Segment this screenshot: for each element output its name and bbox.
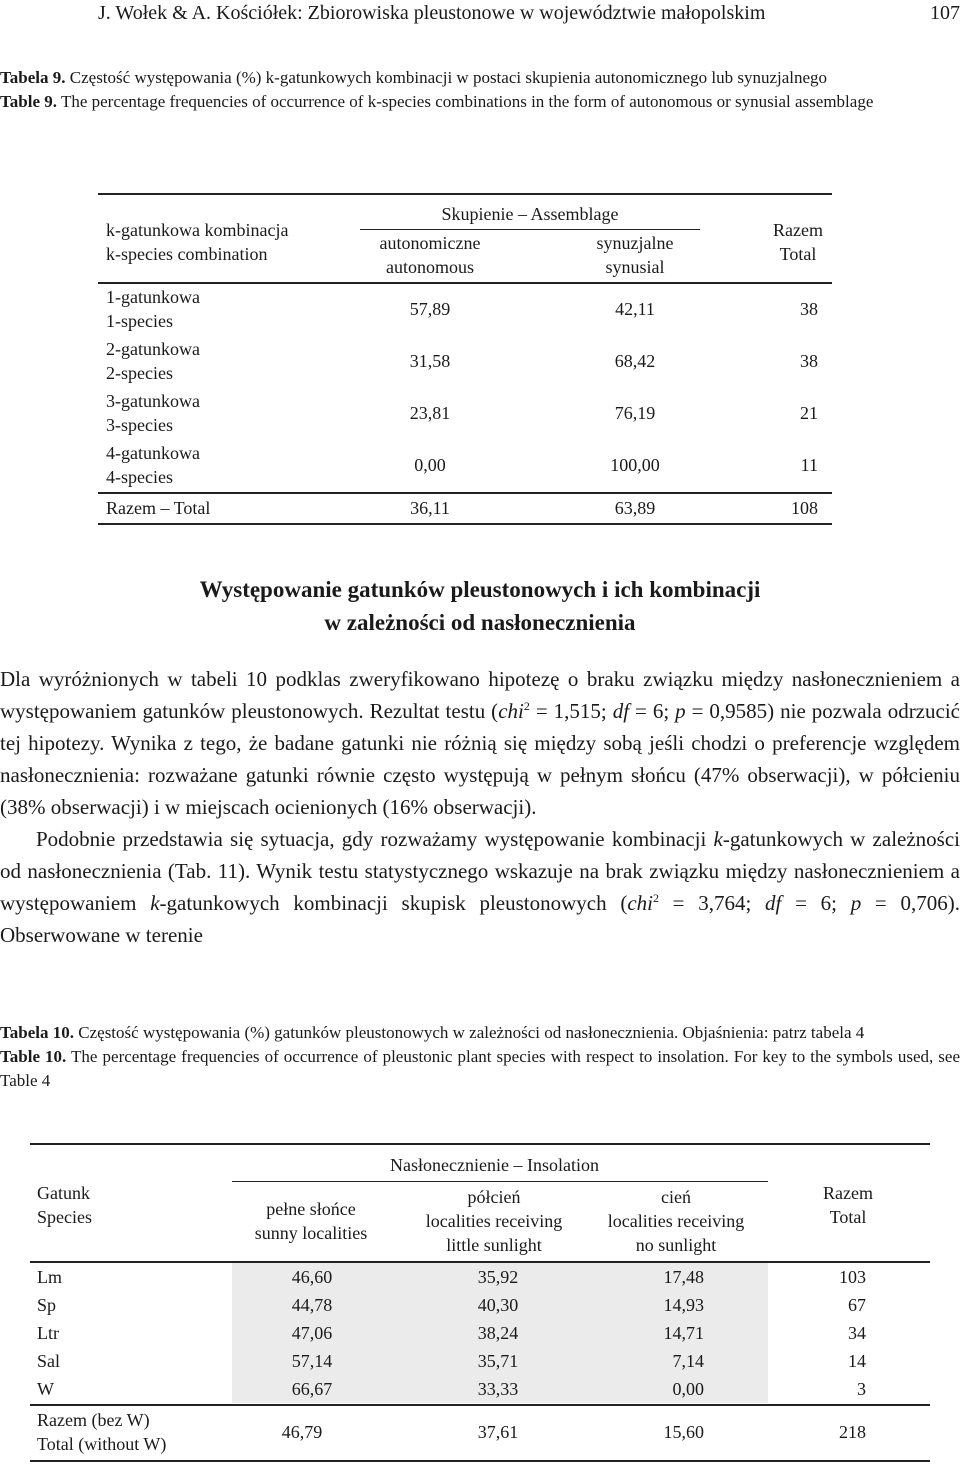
paragraph: Podobnie przedstawia się sytuacja, gdy rozważamy występowanie kombinacji k-gatunkowych w zależności od nasłonecznienia (Tab. 11). Wynik testu statystycznego wskazuje na brak związku między nasłonecznieniem a występowaniem k-gatunkowych kombinacji skupisk pleustonowych (chi$^2$ = 3,764; df = 6; p = 0,706). Obserwowane w terenie (0, 827, 960, 947)
table10-top-rule (30, 1143, 930, 1145)
table9-head-rule (98, 282, 832, 284)
table9-head-total-pl: Razem (773, 220, 823, 240)
table10-head-total-en: Total (829, 1207, 867, 1227)
table10-head-shade-en1: localities receiving (607, 1211, 745, 1231)
page-number: 107 (930, 2, 960, 24)
table10-head-shade-en2: no sunlight (635, 1235, 717, 1255)
table10-head-half-en1: localities receiving (425, 1211, 563, 1231)
table10-bottom-rule (30, 1460, 930, 1462)
table9-caption-en: Table 9. The percentage frequencies of occurrence of k-species combinations in the form of autonomous or synusial assemblage (0, 92, 874, 111)
table10-caption-en: Table 10. The percentage frequencies of occurrence of pleustonic plant species with respect to insolation. For key to the symbols used, see Table 4 (0, 1047, 960, 1090)
table9-caption-pl: Tabela 9. Częstość występowania (%) k-gatunkowych kombinacji w postaci skupienia autonomicznego lub synuzjalnego (0, 68, 828, 87)
table10-group-rule (232, 1181, 768, 1182)
table9-head-autonomous-pl: autonomiczne (379, 233, 481, 253)
table10-head-species-en: Species (37, 1207, 92, 1227)
table9-head-total-en: Total (779, 244, 817, 264)
table9-head-autonomous-en: autonomous (386, 257, 474, 277)
table10-head-group: Nasłonecznienie – Insolation (390, 1155, 599, 1175)
table10-head-sunny-pl: pełne słońce (266, 1199, 356, 1219)
table9-top-rule (98, 193, 832, 195)
table9-total-rule (98, 492, 832, 494)
table9-caption (0, 66, 960, 114)
paragraph: Dla wyróżnionych w tabeli 10 podklas zweryfikowano hipotezę o braku związku między nasłonecznieniem a występowaniem gatunków pleustonowych. Rezultat testu (chi$^2$ = 1,515; df = 6; p = 0,9585) nie pozwala odrzucić tej hipotezy. Wynika z tego, że badane gatunki nie różnią się między sobą jeśli chodzi o preferencje względem nasłonecznienia: rozważane gatunki równie często występują w pełnym słońcu (47% obserwacji), w półcieniu (38% obserwacji) i w miejscach ocienionych (16% obserwacji). (0, 667, 960, 819)
table10-total-rule (30, 1404, 930, 1406)
table10-caption-pl: Tabela 10. Częstość występowania (%) gatunków pleustonowych w zależności od nasłonecznienia. Objaśnienia: patrz tabela 4 (0, 1023, 865, 1042)
running-title: J. Wołek & A. Kościółek: Zbiorowiska pleustonowe w województwie małopolskim (98, 2, 766, 24)
body-text (0, 663, 960, 951)
table10-head-species-pl: Gatunk (37, 1183, 90, 1203)
table9-head-combination-en: k-species combination (106, 244, 268, 264)
table9-head-group: Skupienie – Assemblage (441, 204, 619, 224)
table10-head-half-pl: półcień (467, 1187, 521, 1207)
table10-head-total-pl: Razem (823, 1183, 873, 1203)
table9-head-synusial-en: synusial (605, 257, 665, 277)
table9-group-rule (360, 229, 700, 230)
section-title: Występowanie gatunków pleustonowych i ich kombinacji w zależności od nasłonecznienia (199, 577, 761, 635)
table10-caption (0, 1021, 960, 1093)
table9-bottom-rule (98, 523, 832, 525)
running-header (98, 2, 960, 25)
table10-head-half-en2: little sunlight (446, 1235, 542, 1255)
table9-head-combination-pl: k-gatunkowa kombinacja (106, 220, 289, 240)
table9-head-synusial-pl: synuzjalne (596, 233, 674, 253)
table10-head-sunny-en: sunny localities (254, 1223, 368, 1243)
table10-head-shade-pl: cień (661, 1187, 691, 1207)
